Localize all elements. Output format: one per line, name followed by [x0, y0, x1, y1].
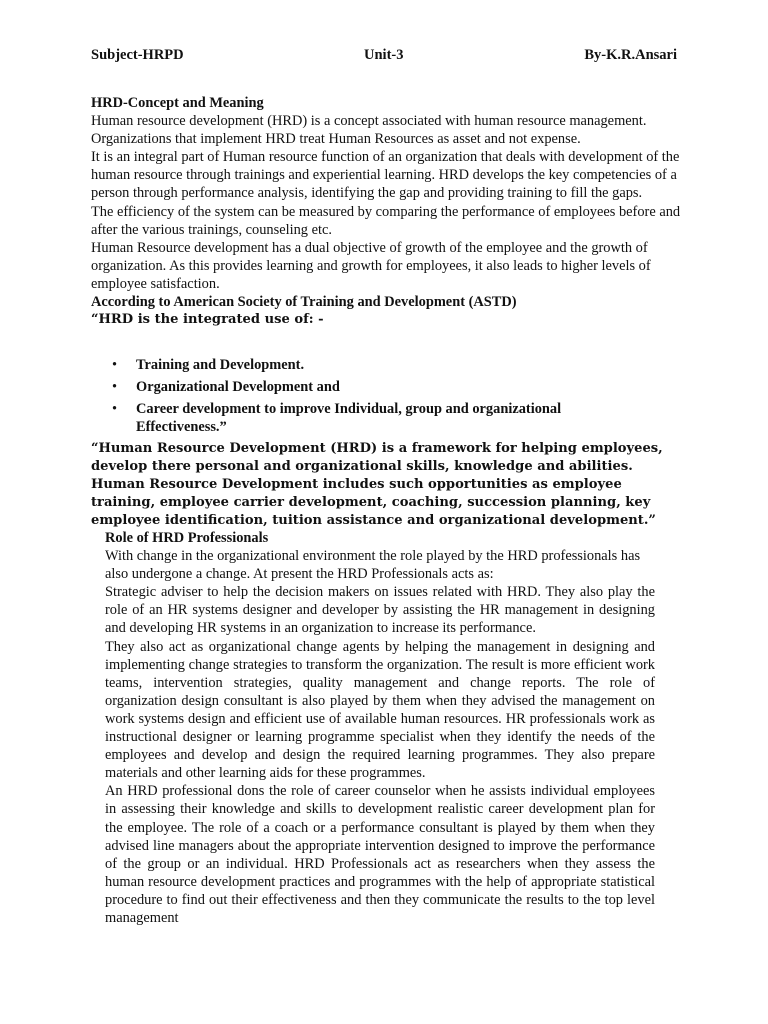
section-title-concept: HRD-Concept and Meaning: [91, 95, 264, 111]
header-author: By-K.R.Ansari: [584, 47, 677, 63]
bullet-icon: •: [112, 357, 118, 373]
header-subject: Subject-HRPD: [91, 47, 184, 63]
paragraph: Human resource development (HRD) is a concept associated with human resource management. Organizations that implement HRD treat Human Resources as asset and not expense.: [91, 113, 647, 148]
list-item: [91, 400, 651, 436]
section-concept: [91, 94, 681, 329]
paragraph: Strategic adviser to help the decision makers on issues related with HRD. They also play the role of an HR systems designer and developer by assisting the HR management in designing and developing HR systems in an organization to increase its performance.: [105, 584, 655, 637]
astd-heading: According to American Society of Training and Development (ASTD): [91, 294, 517, 311]
hrd-definition-quote: “Human Resource Development (HRD) is a framework for helping employees, develop there personal and organizational skills, knowledge and abilities. Human Resource Development includes such opportunities as employee training, employee carrier development, coaching, succession planning, key employee identification, tuition assistance and organizational development.”: [91, 441, 663, 529]
list-item: [91, 378, 651, 396]
bullet-icon: •: [112, 379, 118, 396]
hrd-bullet-list: [91, 356, 651, 440]
paragraph: It is an integral part of Human resource function of an organization that deals with development of the human resource through trainings and experiential learning. HRD develops the key competencies of a person through performance analysis, identifying the gap and providing training to fill the gaps.: [91, 149, 680, 202]
paragraph: With change in the organizational environment the role played by the HRD professionals has also undergone a change. At present the HRD Professionals acts as:: [105, 548, 641, 583]
section-role: [105, 529, 655, 927]
list-item-text: Organizational Development and: [136, 379, 340, 396]
paragraph: The efficiency of the system can be measured by comparing the performance of employees before and after the various trainings, counseling etc.: [91, 203, 681, 238]
list-item-text: Career development to improve Individual, group and organizational Effectiveness.”: [136, 401, 562, 436]
header-unit: Unit-3: [364, 47, 404, 63]
list-item: [91, 356, 651, 374]
bullet-icon: •: [112, 401, 118, 418]
section-title-role: Role of HRD Professionals: [105, 530, 269, 546]
list-item-text: Training and Development.: [136, 357, 305, 373]
paragraph: Human Resource development has a dual objective of growth of the employee and the growth of organization. As this provides learning and growth for employees, it also leads to higher levels of employee satisfaction.: [91, 239, 651, 292]
quote-intro: “HRD is the integrated use of: -: [91, 312, 324, 328]
paragraph: They also act as organizational change agents by helping the management in designing and implementing change strategies to transform the organization. The result is more efficient work teams, intervention strategies, quality management and change reports. The role of organization design consultant is also played by them when they advised the management on work systems design and efficient use of available human resources. HR professionals work as instructional designer or learning programme specialist when they identify the needs of the employees and develop and design the required learning programmes. They also prepare materials and other learning aids for these programmes.: [105, 638, 655, 782]
paragraph: An HRD professional dons the role of career counselor when he assists individual employees in assessing their knowledge and skills to development realistic career development plan for the employee. The role of a coach or a performance consultant is played by them when they advised line managers about the appropriate intervention designed to improve the performance of the group or an individual. HRD Professionals act as researchers when they assess the human resource development practices and programmes with the help of appropriate statistical procedure to find out their effectiveness and then they communicate the results to the top level management: [105, 783, 655, 926]
